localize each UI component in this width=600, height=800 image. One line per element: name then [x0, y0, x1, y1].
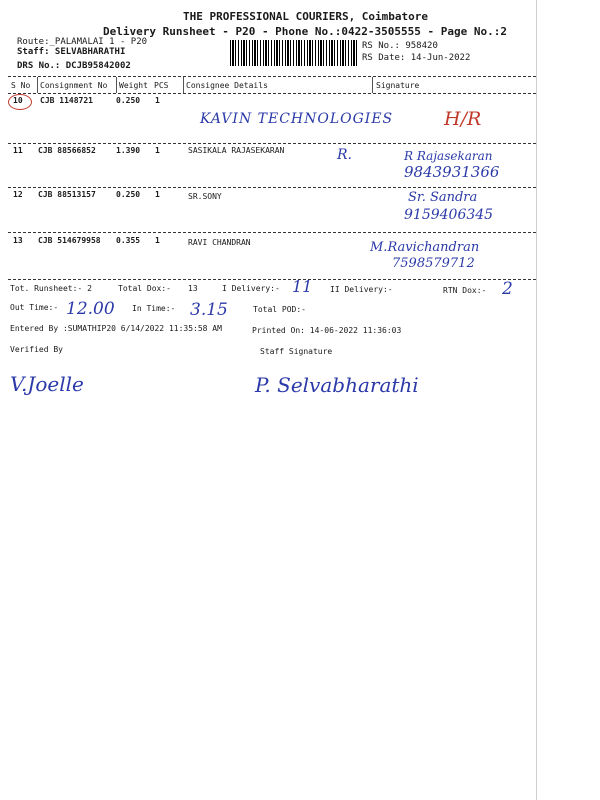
col-divider	[372, 77, 373, 93]
table-top-rule	[8, 76, 536, 77]
staff-signature-label: Staff Signature	[260, 347, 333, 356]
row-weight: 0.250	[116, 96, 141, 105]
row-consignee: RAVI CHANDRAN	[188, 238, 251, 247]
entered-by: Entered By :SUMATHIP20 6/14/2022 11:35:58 AM	[10, 324, 222, 333]
col-divider	[116, 77, 117, 93]
row-weight: 0.250	[116, 190, 141, 199]
col-header-signature: Signature	[376, 81, 420, 90]
staff-label: Staff: SELVABHARATHI	[17, 47, 126, 57]
company-title: THE PROFESSIONAL COURIERS, Coimbatore	[183, 10, 429, 23]
row-consignment: CJB 88513157	[38, 190, 96, 199]
ii-delivery-label: II Delivery:-	[330, 285, 393, 294]
staff-signature: P. Selvabharathi	[255, 373, 419, 397]
tot-runsheet: Tot. Runsheet:- 2	[10, 284, 92, 293]
row-consignment: CJB 514679958	[38, 236, 101, 245]
row-handwritten-phone: 7598579712	[392, 256, 475, 271]
row-handwritten-consignee: KAVIN TECHNOLOGIES	[200, 111, 394, 127]
row-handwritten-signature: Sr. Sandra	[408, 190, 478, 205]
row-pcs: 1	[155, 190, 160, 199]
printed-on: Printed On: 14-06-2022 11:36:03	[252, 326, 402, 335]
row-pcs: 1	[155, 146, 160, 155]
i-delivery-handwritten: 11	[292, 277, 313, 296]
col-divider	[37, 77, 38, 93]
row-consignee: SASIKALA RAJASEKARAN	[188, 146, 285, 155]
rtn-dox-label: RTN Dox:-	[443, 286, 487, 295]
row-handwritten-signature: R Rajasekaran	[404, 149, 493, 163]
runsheet-subtitle: Delivery Runsheet - P20 - Phone No.:0422-3505555 - Page No.:2	[103, 25, 507, 38]
row-pcs: 1	[155, 236, 160, 245]
row-handwritten-signature: M.Ravichandran	[370, 240, 480, 255]
row-rule	[8, 143, 536, 144]
col-header-consignee: Consignee Details	[186, 81, 268, 90]
in-time-handwritten: 3.15	[190, 300, 228, 320]
rtn-dox-handwritten: 2	[502, 279, 513, 299]
col-header-weight: Weight	[119, 81, 148, 90]
total-dox-value: 13	[188, 284, 198, 293]
row-weight: 1.390	[116, 146, 141, 155]
drs-number: DRS No.: DCJB95842002	[17, 61, 131, 71]
row-handwritten-phone: 9159406345	[404, 207, 494, 223]
row-handwritten-signature: H/R	[444, 108, 482, 130]
out-time-handwritten: 12.00	[66, 299, 115, 319]
verified-by-label: Verified By	[10, 345, 63, 354]
row-sno: 11	[13, 146, 23, 155]
page-edge	[536, 0, 537, 800]
total-pod-label: Total POD:-	[253, 305, 306, 314]
row-consignee: SR.SONY	[188, 192, 222, 201]
verified-signature: V.Joelle	[10, 372, 84, 396]
in-time-label: In Time:-	[132, 304, 176, 313]
row-consignment: CJB 88566852	[38, 146, 96, 155]
row-rule	[8, 232, 536, 233]
row-pcs: 1	[155, 96, 160, 105]
row-weight: 0.355	[116, 236, 141, 245]
barcode	[230, 40, 358, 66]
col-header-pcs: PCS	[154, 81, 169, 90]
row-rule	[8, 187, 536, 188]
row-sno: 10	[13, 96, 23, 105]
out-time-label: Out Time:-	[10, 303, 59, 312]
row-handwritten-phone: 9843931366	[404, 163, 500, 181]
row-rule	[8, 279, 536, 280]
row-handwritten-consignee: R.	[337, 147, 352, 163]
col-divider	[183, 77, 184, 93]
rs-number: RS No.: 958420	[362, 41, 438, 51]
total-dox-label: Total Dox:-	[118, 284, 171, 293]
i-delivery-label: I Delivery:-	[222, 284, 280, 293]
table-header-rule	[8, 93, 536, 94]
rs-date: RS Date: 14-Jun-2022	[362, 53, 471, 63]
route-label: Route:_PALAMALAI 1 - P20	[17, 37, 148, 47]
col-header-sno: S No	[11, 81, 31, 90]
row-sno: 12	[13, 190, 23, 199]
row-consignment: CJB 1148721	[40, 96, 93, 105]
col-header-consignment: Consignment No	[40, 81, 108, 90]
row-sno: 13	[13, 236, 23, 245]
